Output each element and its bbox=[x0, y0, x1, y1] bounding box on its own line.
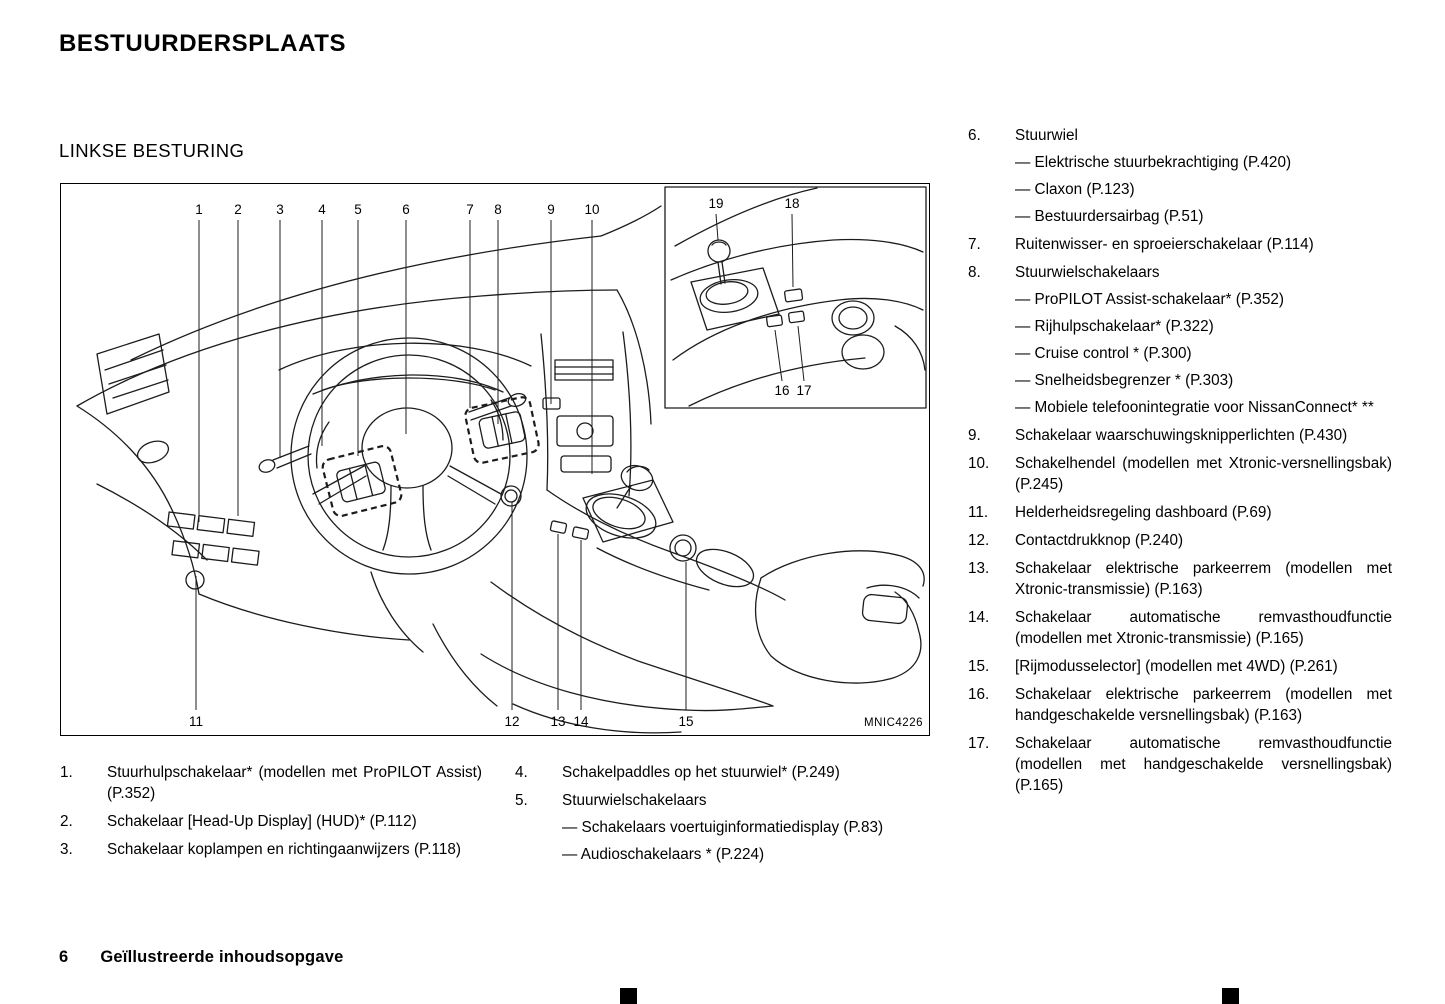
legend-item-17 bbox=[968, 733, 1392, 796]
legend-item-2 bbox=[60, 811, 482, 832]
callout-17: 17 bbox=[796, 383, 812, 398]
item-subtext: — Rijhulpschakelaar* (P.322) bbox=[1015, 318, 1214, 335]
item-number: 5. bbox=[515, 792, 528, 809]
callout-15: 15 bbox=[678, 714, 694, 729]
callout-3: 3 bbox=[276, 202, 284, 217]
page-title: BESTUURDERSPLAATS bbox=[59, 30, 347, 57]
item-number: 15. bbox=[968, 658, 990, 675]
legend-item-1 bbox=[60, 762, 482, 804]
item-subtext: — Schakelaars voertuiginformatiedisplay (P.83) bbox=[562, 819, 884, 836]
item-number: 3. bbox=[60, 841, 73, 858]
item-text: Helderheidsregeling dashboard (P.69) bbox=[1015, 504, 1272, 521]
item-text: Stuurhulpschakelaar* (modellen met ProPILOT Assist) (P.352) bbox=[107, 764, 482, 802]
item-text: Schakelpaddles op het stuurwiel* (P.249) bbox=[562, 764, 840, 781]
legend-item-12 bbox=[968, 530, 1392, 551]
item-text: Schakelhendel (modellen met Xtronic-versnellingsbak) (P.245) bbox=[1015, 455, 1392, 493]
item-text: Contactdrukknop (P.240) bbox=[1015, 532, 1184, 549]
legend-item-13 bbox=[968, 558, 1392, 600]
section-title: LINKSE BESTURING bbox=[59, 140, 245, 161]
item-number: 2. bbox=[60, 813, 73, 830]
legend-column-right bbox=[968, 125, 1392, 803]
legend-item-10 bbox=[968, 453, 1392, 495]
legend-item-5 bbox=[515, 790, 937, 865]
page-footer bbox=[59, 948, 343, 967]
callout-2: 2 bbox=[234, 202, 242, 217]
inset-detail bbox=[665, 187, 926, 408]
item-text: Schakelaar koplampen en richtingaanwijzers (P.118) bbox=[107, 841, 462, 858]
item-text: Schakelaar automatische remvasthoudfunctie (modellen met handgeschakelde versnellingsbak) (P.165) bbox=[1015, 735, 1392, 794]
item-subtext: — Mobiele telefoonintegratie voor NissanConnect* ** bbox=[1015, 399, 1374, 416]
legend-item-14 bbox=[968, 607, 1392, 649]
item-number: 10. bbox=[968, 455, 990, 472]
item-number: 14. bbox=[968, 609, 990, 626]
callout-14: 14 bbox=[573, 714, 589, 729]
item-text: [Rijmodusselector] (modellen met 4WD) (P.261) bbox=[1015, 658, 1338, 675]
legend-item-3 bbox=[60, 839, 482, 860]
item-subtext: — Claxon (P.123) bbox=[1015, 181, 1135, 198]
item-number: 7. bbox=[968, 236, 981, 253]
binding-mark bbox=[1222, 988, 1239, 1004]
item-number: 16. bbox=[968, 686, 990, 703]
item-number: 8. bbox=[968, 264, 981, 281]
callout-16: 16 bbox=[774, 383, 790, 398]
item-text: Stuurwielschakelaars bbox=[1015, 264, 1160, 281]
legend-item-8 bbox=[968, 262, 1392, 418]
item-subtext: — Elektrische stuurbekrachtiging (P.420) bbox=[1015, 154, 1292, 171]
item-text: Schakelaar waarschuwingsknipperlichten (P.430) bbox=[1015, 427, 1348, 444]
callout-1: 1 bbox=[195, 202, 203, 217]
legend-item-15 bbox=[968, 656, 1392, 677]
item-number: 17. bbox=[968, 735, 990, 752]
item-subtext: — Audioschakelaars * (P.224) bbox=[562, 846, 765, 863]
item-subtext: — Snelheidsbegrenzer * (P.303) bbox=[1015, 372, 1234, 389]
item-number: 1. bbox=[60, 764, 73, 781]
item-number: 13. bbox=[968, 560, 990, 577]
callout-19: 19 bbox=[708, 196, 724, 211]
item-text: Schakelaar elektrische parkeerrem (modellen met Xtronic-transmissie) (P.163) bbox=[1015, 560, 1392, 598]
figure-code: MNIC4226 bbox=[864, 717, 923, 729]
callout-4: 4 bbox=[318, 202, 326, 217]
item-text: Stuurwielschakelaars bbox=[562, 792, 707, 809]
legend-item-7 bbox=[968, 234, 1392, 255]
legend-item-11 bbox=[968, 502, 1392, 523]
item-text: Stuurwiel bbox=[1015, 127, 1078, 144]
callout-13: 13 bbox=[550, 714, 566, 729]
item-number: 11. bbox=[968, 504, 989, 521]
item-subtext: — ProPILOT Assist-schakelaar* (P.352) bbox=[1015, 291, 1284, 308]
item-text: Ruitenwisser- en sproeierschakelaar (P.114) bbox=[1015, 236, 1314, 253]
item-subtext: — Cruise control * (P.300) bbox=[1015, 345, 1192, 362]
footer-chapter-label: Geïllustreerde inhoudsopgave bbox=[100, 948, 344, 966]
callout-11: 11 bbox=[188, 714, 204, 729]
callout-7: 7 bbox=[466, 202, 474, 217]
item-text: Schakelaar elektrische parkeerrem (modellen met handgeschakelde versnellingsbak) (P.163) bbox=[1015, 686, 1392, 724]
footer-page-number: 6 bbox=[59, 948, 69, 966]
item-text: Schakelaar automatische remvasthoudfunctie (modellen met Xtronic-transmissie) (P.165) bbox=[1015, 609, 1392, 647]
legend-item-9 bbox=[968, 425, 1392, 446]
item-number: 4. bbox=[515, 764, 528, 781]
dashboard-figure bbox=[60, 183, 930, 736]
item-subtext: — Bestuurdersairbag (P.51) bbox=[1015, 208, 1204, 225]
callout-18: 18 bbox=[784, 196, 800, 211]
item-text: Schakelaar [Head-Up Display] (HUD)* (P.112) bbox=[107, 813, 417, 830]
legend-item-16 bbox=[968, 684, 1392, 726]
item-number: 9. bbox=[968, 427, 981, 444]
callout-9: 9 bbox=[547, 202, 555, 217]
callout-5: 5 bbox=[354, 202, 362, 217]
legend-column-left bbox=[60, 762, 482, 867]
dashboard-diagram bbox=[61, 184, 929, 735]
callout-6: 6 bbox=[402, 202, 410, 217]
item-number: 6. bbox=[968, 127, 981, 144]
callout-10: 10 bbox=[584, 202, 600, 217]
legend-item-6 bbox=[968, 125, 1392, 227]
legend-item-4 bbox=[515, 762, 937, 783]
legend-column-middle bbox=[515, 762, 937, 872]
callout-12: 12 bbox=[504, 714, 520, 729]
binding-mark bbox=[620, 988, 637, 1004]
steering-wheel bbox=[291, 338, 527, 574]
callout-8: 8 bbox=[494, 202, 502, 217]
item-number: 12. bbox=[968, 532, 990, 549]
